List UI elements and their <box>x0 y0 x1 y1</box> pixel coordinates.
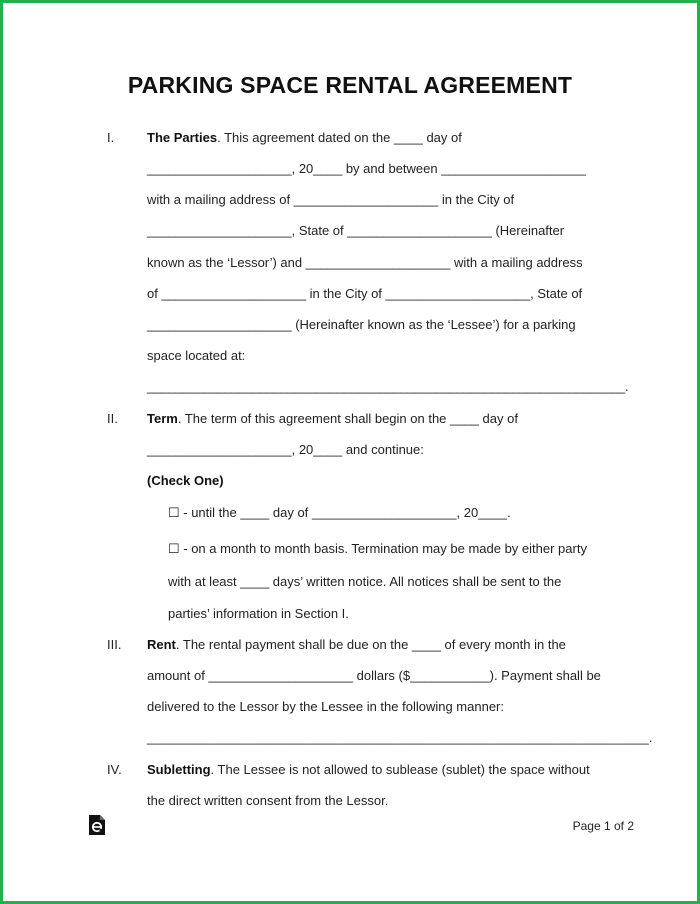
section-1-line-7: ____________________ (Hereinafter known as the ‘Lessee’) for a parking <box>147 317 576 332</box>
section-3-heading: Rent <box>147 637 176 652</box>
section-3-line-3: delivered to the Lessor by the Lessee in the following manner: <box>147 699 504 714</box>
document-title: PARKING SPACE RENTAL AGREEMENT <box>127 72 573 98</box>
section-1-heading: The Parties <box>147 130 218 145</box>
section-3-line-4: ____________________________________________________________________. <box>147 730 653 745</box>
section-4-line-1: Subletting. The Lessee is not allowed to sublease (sublet) the space without <box>147 762 590 777</box>
page-number: Page 1 of 2 <box>572 819 634 833</box>
section-1-line-1: The Parties. This agreement dated on the ____ day of <box>147 130 462 145</box>
section-3-line-1: Rent. The rental payment shall be due on the ____ of every month in the <box>147 637 566 652</box>
section-1-number: I. <box>107 130 115 145</box>
term-option-parties-line: parties’ information in Section I. <box>168 606 349 621</box>
term-option-month-to-month: ☐ - on a month to month basis. Termination may be made by either party <box>168 541 587 556</box>
term-option-notice-line: with at least ____ days’ written notice. All notices shall be sent to the <box>168 574 562 589</box>
term-option-until: ☐ - until the ____ day of ____________________, 20____. <box>168 505 511 520</box>
section-4-heading: Subletting <box>147 762 211 777</box>
section-1-line-6: of ____________________ in the City of ____________________, State of <box>147 286 583 301</box>
section-1-line-5: known as the ‘Lessor’) and ____________________ with a mailing address <box>147 255 583 270</box>
section-1-line-2: ____________________, 20____ by and between ____________________ <box>147 161 586 176</box>
section-3-line-2: amount of ____________________ dollars ($___________). Payment shall be <box>147 668 601 683</box>
section-2-heading: Term <box>147 411 178 426</box>
section-4-line-2: the direct written consent from the Lessor. <box>147 793 389 808</box>
check-one-label: (Check One) <box>147 473 224 488</box>
section-2-number: II. <box>107 411 118 426</box>
eforms-logo-icon <box>88 815 106 835</box>
section-1-line-4: ____________________, State of ____________________ (Hereinafter <box>147 223 565 238</box>
section-1-line-8: space located at: <box>147 348 246 363</box>
section-1-line-3: with a mailing address of ____________________ in the City of <box>147 192 515 207</box>
section-1-line-9: ____________________________________________________________________. <box>147 379 629 394</box>
section-2-line-1: Term. The term of this agreement shall begin on the ____ day of <box>147 411 518 426</box>
section-4-number: IV. <box>107 762 122 777</box>
section-3-number: III. <box>107 637 122 652</box>
section-2-line-2: ____________________, 20____ and continue: <box>147 442 424 457</box>
